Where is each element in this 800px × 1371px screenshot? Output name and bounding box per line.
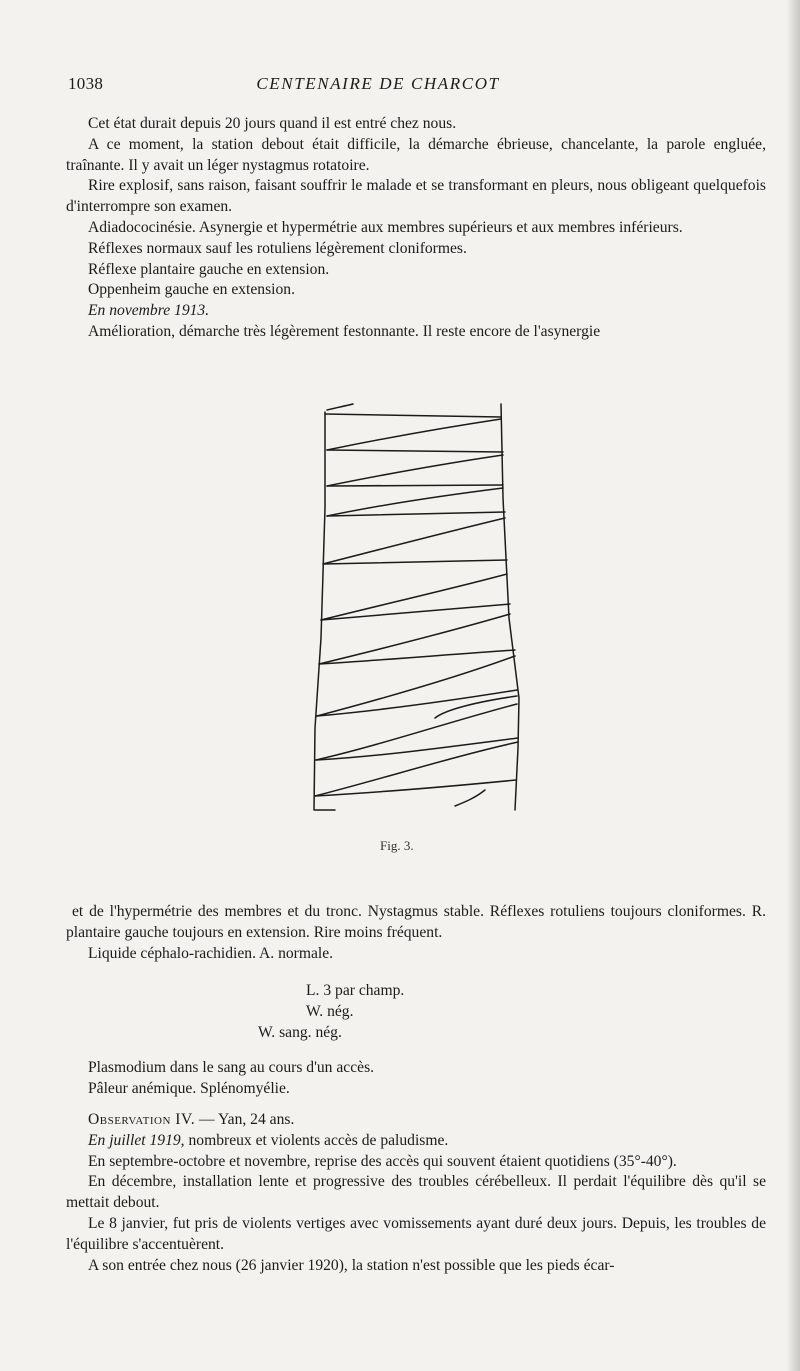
page-edge-shadow bbox=[786, 0, 800, 1371]
figure-caption: Fig. 3. bbox=[380, 838, 414, 853]
figure-spiral-drawing bbox=[305, 398, 535, 818]
paragraph: Rire explosif, sans raison, faisant souffrir le malade et se transformant en pleurs, nous obligeant quelquefois d'interrompre son examen. bbox=[66, 177, 766, 216]
paragraph: et de l'hypermétrie des membres et du tronc. Nystagmus stable. Réflexes rotuliens toujours cloniformes. R. plantaire gauche toujours en extension. Rire moins fréquent. bbox=[66, 903, 766, 941]
lab-result-line: W. nég. bbox=[306, 1003, 354, 1020]
observation-block bbox=[66, 1110, 766, 1276]
middle-text-block bbox=[66, 902, 766, 964]
drawing-stroke bbox=[319, 614, 510, 664]
paragraph: Plasmodium dans le sang au cours d'un accès. bbox=[88, 1059, 375, 1076]
drawing-stroke bbox=[323, 560, 507, 564]
drawing-stroke bbox=[323, 518, 505, 564]
observation-heading-line bbox=[66, 1110, 766, 1131]
observation-heading: Observation IV. bbox=[88, 1111, 196, 1128]
paragraph: A son entrée chez nous (26 janvier 1920), la station n'est possible que les pieds écar- bbox=[88, 1256, 615, 1274]
spiral-drawing-svg bbox=[305, 398, 535, 818]
drawing-stroke bbox=[327, 419, 501, 450]
paragraph: Adiadococinésie. Asynergie et hypermétrie aux membres supérieurs et aux membres inférieurs. bbox=[88, 218, 683, 236]
drawing-right-edge bbox=[501, 404, 519, 810]
drawing-stroke bbox=[327, 485, 503, 486]
top-text-block bbox=[66, 114, 766, 343]
page-number: 1038 bbox=[68, 74, 104, 93]
paragraph: Réflexes normaux sauf les rotuliens légèrement cloniformes. bbox=[88, 239, 467, 257]
lower-text-block bbox=[66, 1058, 766, 1100]
lab-results bbox=[250, 980, 550, 1043]
drawing-stroke bbox=[317, 656, 515, 716]
paragraph: Amélioration, démarche très légèrement festonnante. Il reste encore de l'asynergie bbox=[88, 322, 601, 340]
paragraph: Liquide céphalo-rachidien. A. normale. bbox=[88, 944, 334, 962]
paragraph: Réflexe plantaire gauche en extension. bbox=[88, 260, 330, 278]
paragraph bbox=[66, 1131, 766, 1152]
lab-result-line: L. 3 par champ. bbox=[306, 982, 405, 999]
paragraph: Cet état durait depuis 20 jours quand il est entré chez nous. bbox=[88, 115, 457, 132]
drawing-stroke bbox=[321, 574, 507, 620]
drawing-left-edge bbox=[314, 412, 325, 810]
lab-result-line: W. sang. nég. bbox=[258, 1024, 342, 1041]
drawing-stroke bbox=[327, 404, 353, 410]
observation-date: En juillet 1919, bbox=[88, 1131, 185, 1149]
drawing-stroke bbox=[321, 604, 510, 620]
drawing-stroke bbox=[327, 455, 503, 486]
date-heading: En novembre 1913. bbox=[88, 302, 210, 320]
drawing-stroke bbox=[455, 790, 485, 806]
paragraph: En décembre, installation lente et progressive des troubles cérébelleux. Il perdait l'équilibre dès qu'il se mettait debout. bbox=[66, 1173, 766, 1212]
observation-patient: — Yan, 24 ans. bbox=[195, 1111, 295, 1128]
drawing-stroke bbox=[325, 414, 501, 417]
paragraph: Oppenheim gauche en extension. bbox=[88, 281, 295, 299]
paragraph: Pâleur anémique. Splénomyélie. bbox=[88, 1079, 290, 1097]
journal-title: CENTENAIRE DE CHARCOT bbox=[256, 74, 500, 93]
paragraph-text: nombreux et violents accès de paludisme. bbox=[184, 1131, 449, 1149]
paragraph: En septembre-octobre et novembre, reprise des accès qui souvent étaient quotidiens (35°-40°). bbox=[88, 1152, 677, 1170]
drawing-stroke bbox=[327, 488, 503, 516]
paragraph: A ce moment, la station debout était difficile, la démarche ébrieuse, chancelante, la parole engluée, traînante. Il y avait un léger nystagmus rotatoire. bbox=[66, 135, 766, 174]
drawing-stroke bbox=[327, 450, 503, 452]
drawing-stroke bbox=[327, 512, 505, 516]
drawing-stroke bbox=[316, 704, 517, 760]
running-head bbox=[68, 74, 768, 96]
paragraph: Le 8 janvier, fut pris de violents vertiges avec vomissements ayant duré deux jours. Depuis, les troubles de l'équilibre s'accentuèrent. bbox=[66, 1214, 766, 1253]
